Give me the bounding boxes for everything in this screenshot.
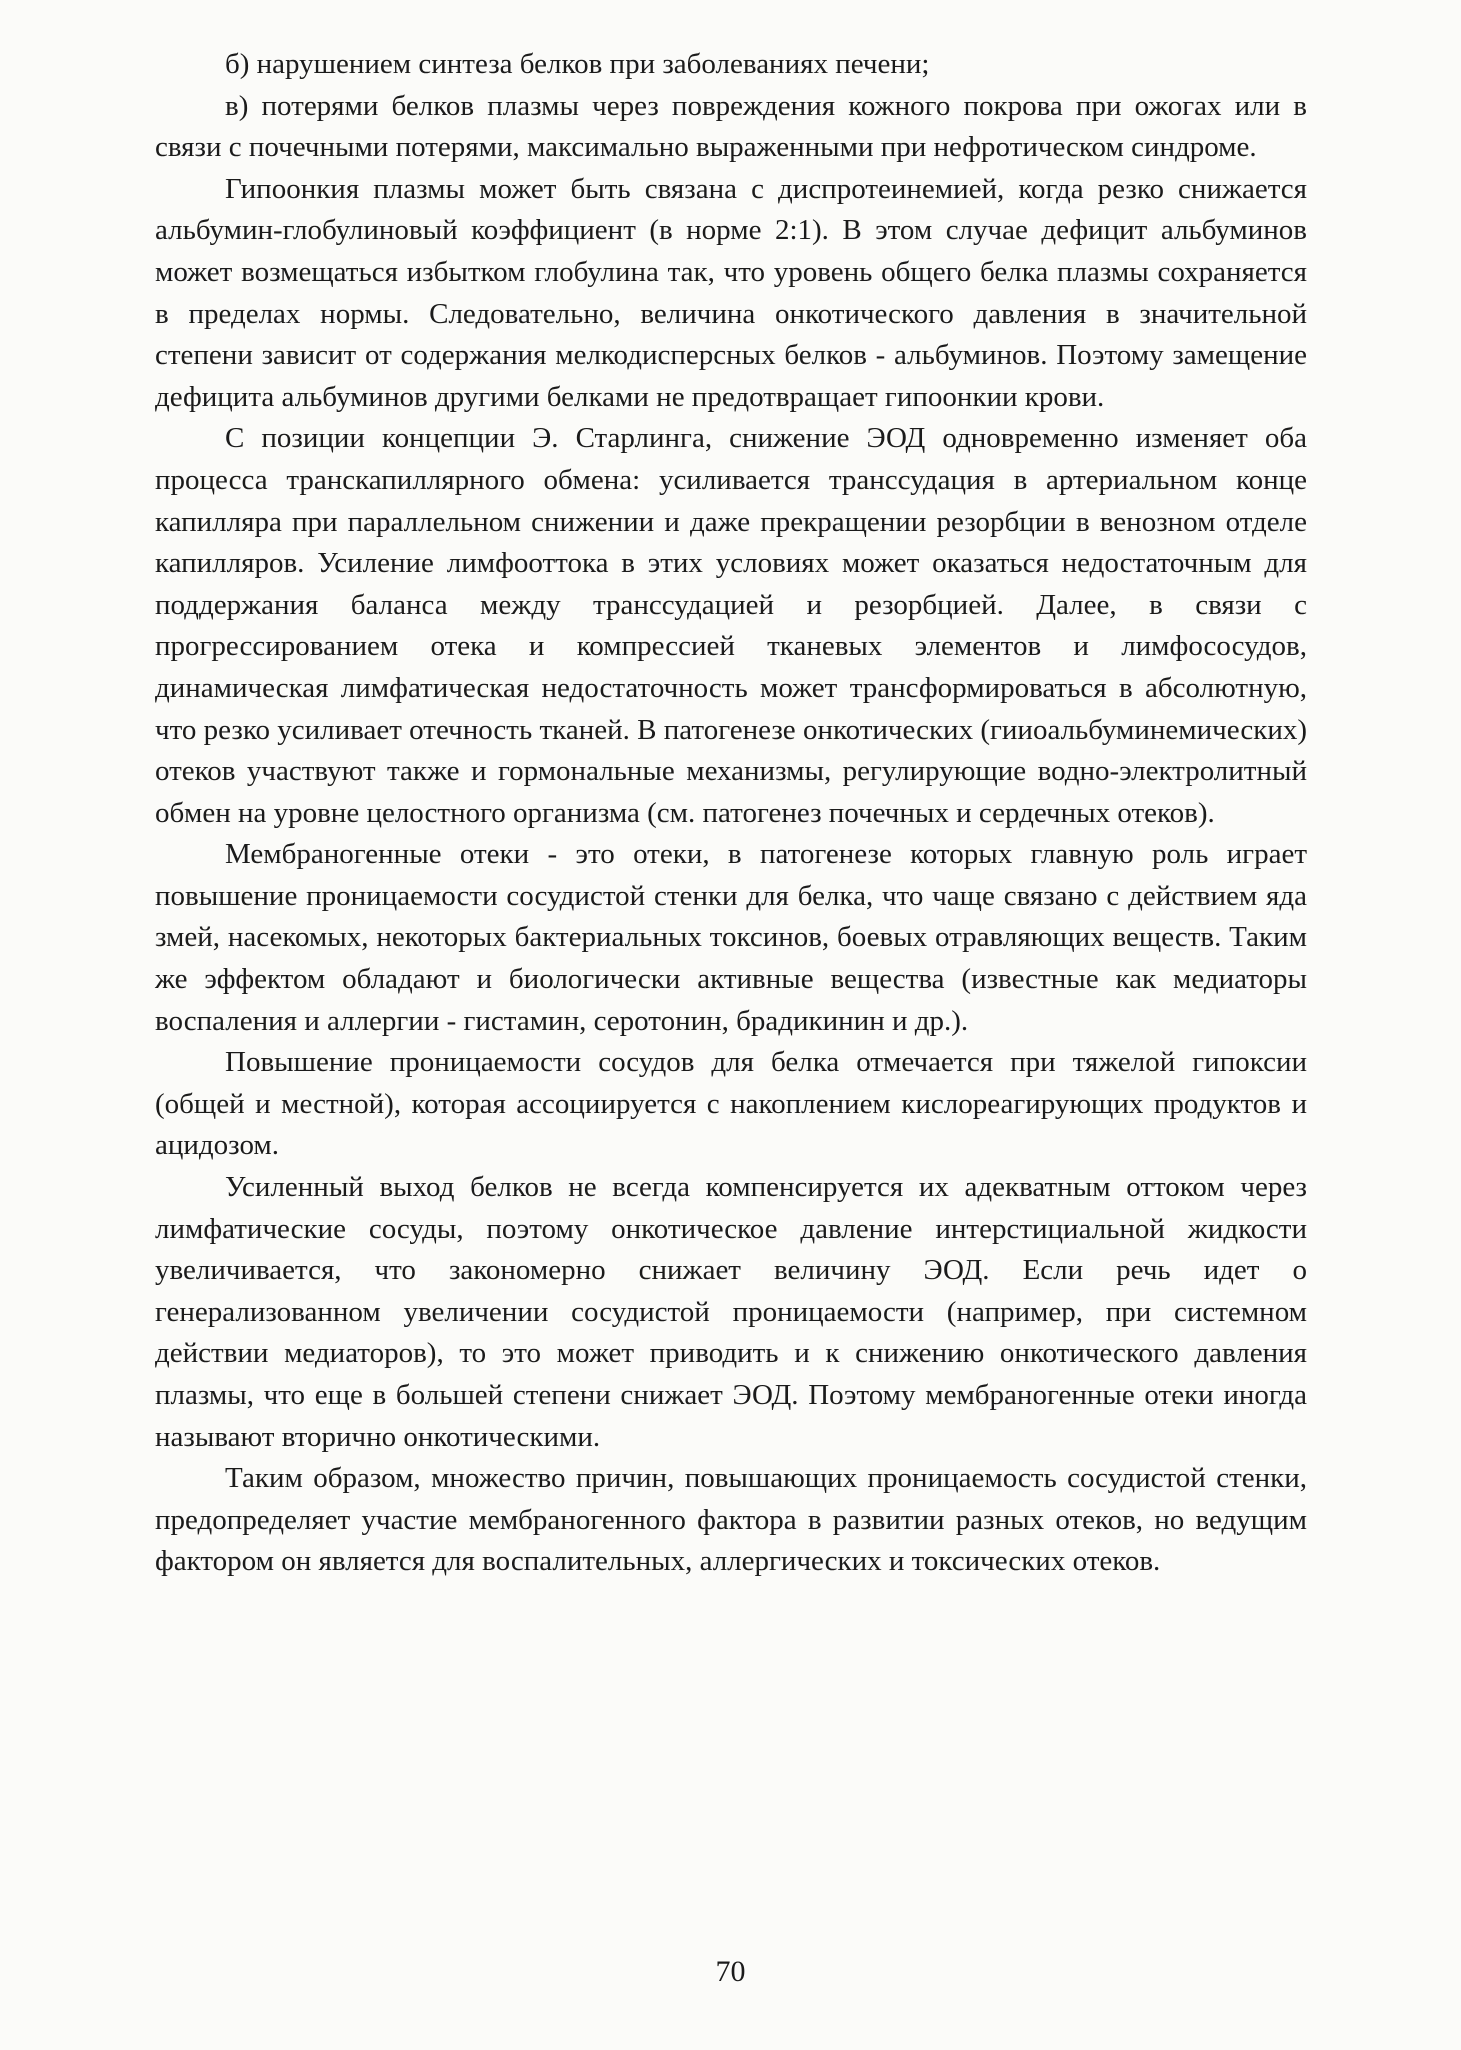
paragraph-starling: С позиции концепции Э. Старлинга, снижение ЭОД одновременно изменяет оба процесса транскапиллярного обмена: усиливается транссудация в артериальном конце капилляра при параллельном снижении и даже прекращении резорбции в венозном отделе капилляров. Усиление лимфооттока в этих условиях может оказаться недостаточным для поддержания баланса между транссудацией и резорбцией. Далее, в связи с прогрессированием отека и компрессией тканевых элементов и лимфососудов, динамическая лимфатическая недостаточность может трансформироваться в абсолютную, что резко усиливает отечность тканей. В патогенезе онкотических (гииоальбуминемических) отеков участвуют также и гормональные механизмы, регулирующие водно-электролитный обмен на уровне целостного организма (см. патогенез почечных и сердечных отеков). [155,422,1307,829]
paragraph-hypooncia: Гипоонкия плазмы может быть связана с диспротеинемией, когда резко снижается альбумин-глобулиновый коэффициент (в норме 2:1). В этом случае дефицит альбуминов может возмещаться избытком глобулина так, что уровень общего белка плазмы сохраняется в пределах нормы. Следовательно, величина онкотического давления в значительной степени зависит от содержания мелкодисперсных белков - альбуминов. Поэтому замещение дефицита альбуминов другими белками не предотвращает гипоонкии крови. [155,172,1307,413]
page-number: 70 [715,1955,746,1988]
body-text [155,44,1307,1583]
list-item-v: в) потерями белков плазмы через повреждения кожного покрова при ожогах или в связи с почечными потерями, максимально выраженными при нефротическом синдроме. [155,89,1307,164]
paragraph-protein-outflow: Усиленный выход белков не всегда компенсируется их адекватным оттоком через лимфатические сосуды, поэтому онкотическое давление интерстициальной жидкости увеличивается, что закономерно снижает величину ЭОД. Если речь идет о генерализованном увеличении сосудистой проницаемости (например, при системном действии медиаторов), то это может приводить и к снижению онкотического давления плазмы, что еще в большей степени снижает ЭОД. Поэтому мембраногенные отеки иногда называют вторично онкотическими. [155,1171,1307,1453]
list-item-b: б) нарушением синтеза белков при заболеваниях печени; [225,48,930,80]
paragraph-conclusion: Таким образом, множество причин, повышающих проницаемость сосудистой стенки, предопределяет участие мембраногенного фактора в развитии разных отеков, но ведущим фактором он является для воспалительных, аллергических и токсических отеков. [155,1462,1307,1578]
paragraph-membranogenic: Мембраногенные отеки - это отеки, в патогенезе которых главную роль играет повышение проницаемости сосудистой стенки для белка, что чаще связано с действием яда змей, насекомых, некоторых бактериальных токсинов, боевых отравляющих веществ. Таким же эффектом обладают и биологически активные вещества (известные как медиаторы воспаления и аллергии - гистамин, серотонин, брадикинин и др.). [155,838,1307,1037]
paragraph-hypoxia: Повышение проницаемости сосудов для белка отмечается при тяжелой гипоксии (общей и местной), которая ассоциируется с накоплением кислореагирующих продуктов и ацидозом. [155,1046,1307,1162]
